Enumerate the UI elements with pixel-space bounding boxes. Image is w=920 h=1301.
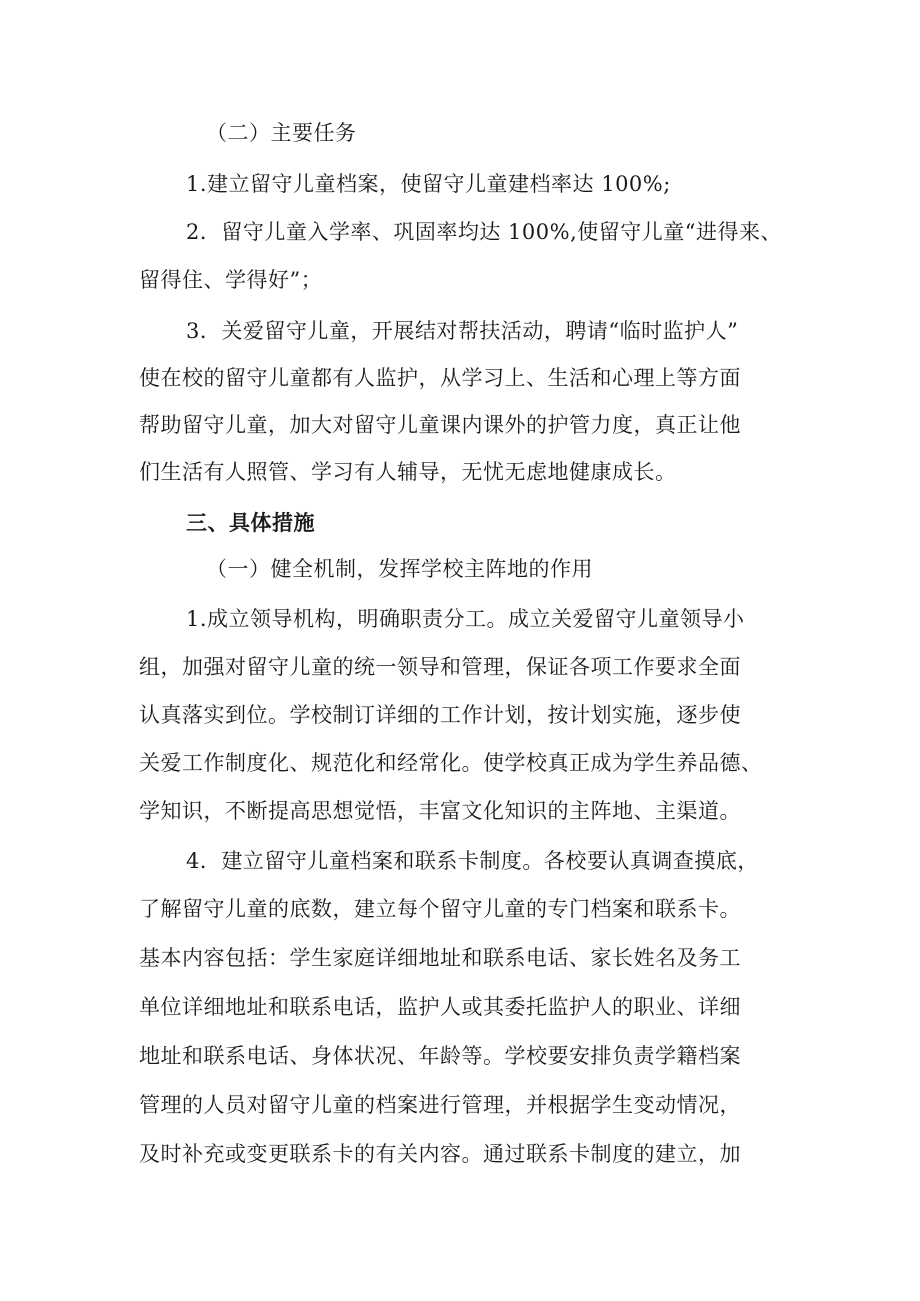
task-item-3-line-4: 们生活有人照管、学习有人辅导，无忧无虑地健康成长。 xyxy=(139,460,677,484)
measure-1-line-5: 学知识，不断提高思想觉悟，丰富文化知识的主阵地、主渠道。 xyxy=(139,799,741,823)
subsection-heading-mechanism: （一）健全机制，发挥学校主阵地的作用 xyxy=(206,557,593,581)
task-item-3-line-1: 3．关爱留守儿童，开展结对帮扶活动，聘请“临时监护人” xyxy=(186,319,739,343)
measure-4-line-2: 了解留守儿童的底数，建立每个留守儿童的专门档案和联系卡。 xyxy=(139,897,741,921)
measure-1-line-2: 组，加强对留守儿童的统一领导和管理，保证各项工作要求全面 xyxy=(139,655,741,679)
task-item-2-line-2: 留得住、学得好”； xyxy=(139,268,323,292)
measure-1-line-4: 关爱工作制度化、规范化和经常化。使学校真正成为学生养品德、 xyxy=(139,751,763,775)
measure-1-line-3: 认真落实到位。学校制订详细的工作计划，按计划实施，逐步使 xyxy=(139,703,741,727)
task-item-1: 1.建立留守儿童档案，使留守儿童建档率达 100%; xyxy=(186,172,671,196)
measure-4-line-1: 4．建立留守儿童档案和联系卡制度。各校要认真调查摸底， xyxy=(186,849,759,873)
task-item-3-line-3: 帮助留守儿童，加大对留守儿童课内课外的护管力度，真正让他 xyxy=(139,413,741,437)
measure-4-line-3: 基本内容包括：学生家庭详细地址和联系电话、家长姓名及务工 xyxy=(139,946,741,970)
subsection-heading-main-tasks: （二）主要任务 xyxy=(206,121,357,145)
measure-4-line-6: 管理的人员对留守儿童的档案进行管理，并根据学生变动情况， xyxy=(139,1093,741,1117)
measure-4-line-5: 地址和联系电话、身体状况、年龄等。学校要安排负责学籍档案 xyxy=(139,1044,741,1068)
section-heading-specific-measures: 三、具体措施 xyxy=(186,511,315,535)
measure-4-line-7: 及时补充或变更联系卡的有关内容。通过联系卡制度的建立，加 xyxy=(139,1142,741,1166)
task-item-2-line-1: 2．留守儿童入学率、巩固率均达 100%,使留守儿童“进得来、 xyxy=(186,220,782,244)
measure-4-line-4: 单位详细地址和联系电话，监护人或其委托监护人的职业、详细 xyxy=(139,995,741,1019)
measure-1-line-1: 1.成立领导机构，明确职责分工。成立关爱留守儿童领导小 xyxy=(186,607,745,631)
task-item-3-line-2: 使在校的留守儿童都有人监护，从学习上、生活和心理上等方面 xyxy=(139,366,741,390)
